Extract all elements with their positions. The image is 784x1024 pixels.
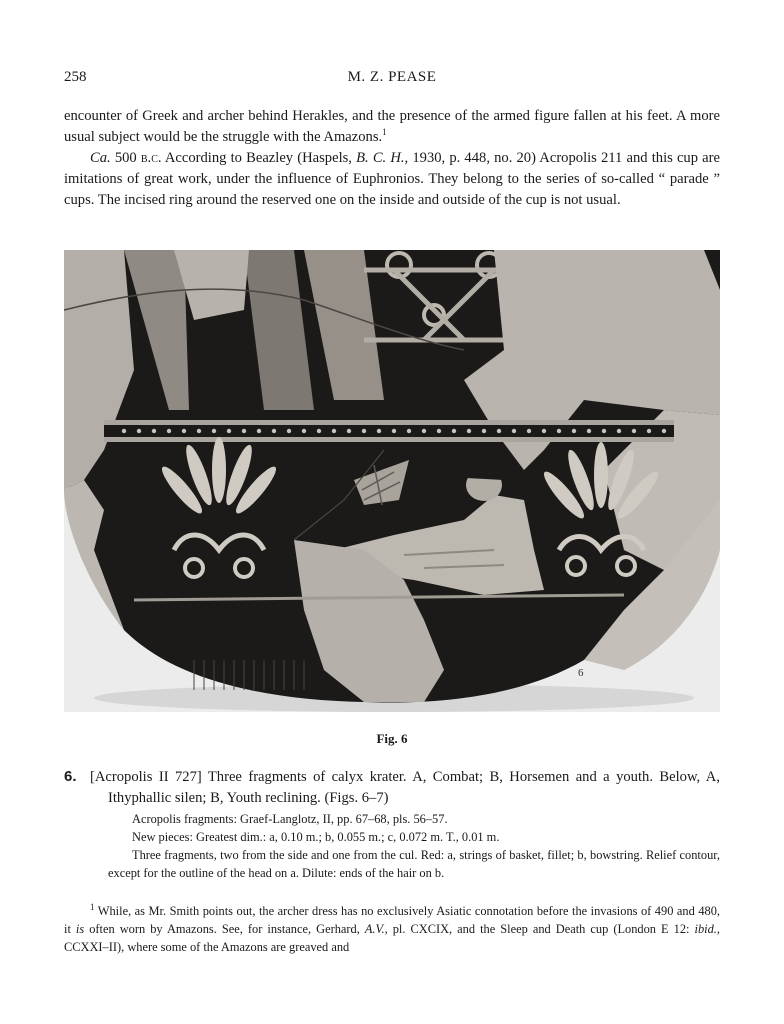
- footnote-text: While, as Mr. Smith points out, the archer dress has no exclusively Asiatic connotation before the invasions of 490 and 480, it: [64, 904, 720, 936]
- body-text: [64, 106, 720, 211]
- citation-bch: B. C. H.: [356, 150, 405, 166]
- entry-heading: [64, 766, 720, 809]
- catalog-entry: [64, 766, 720, 809]
- date-era: b.c.: [140, 150, 162, 166]
- footnote-text: , pl. CXCIX, and the Sleep and Death cup (London E 12:: [384, 922, 695, 936]
- running-title: M. Z. PEASE: [347, 69, 437, 85]
- paragraph-text: encounter of Greek and archer behind Herakles, and the presence of the armed figure fallen at his feet. A more usual subject would be the struggle with the Amazons.: [64, 108, 720, 145]
- page-header: [64, 69, 720, 91]
- date-year: 500: [110, 150, 141, 166]
- page-number: 258: [64, 69, 87, 85]
- footnote-italic: A.V.: [364, 922, 385, 936]
- footnote-italic: is: [75, 922, 85, 936]
- fragment-mark: 6: [578, 667, 584, 679]
- paragraph-text: , 1930, p. 448, no. 20) Acropolis 211 and this cup are imitations of great work, under the influence of Euphronios. They belong to the series of so-called “ parade ” cups. The incised ring around the reserved one on the inside and outside of the cup is not usual.: [64, 150, 720, 208]
- paragraph-text: According to Beazley (Haspels,: [161, 150, 357, 166]
- footnote-italic: ibid.: [694, 922, 717, 936]
- entry-description: [Acropolis II 727] Three fragments of calyx krater. A, Combat; B, Horsemen and a youth. Below, A, Ithyphallic silen; B, Youth reclining. (Figs. 6–7): [90, 769, 720, 806]
- detail-new-pieces: New pieces: Greatest dim.: a, 0.10 m.; b, 0.055 m.; c, 0.072 m. T., 0.01 m.: [132, 830, 500, 844]
- figure-6-photo: [64, 250, 720, 712]
- footnote-text: often worn by Amazons. See, for instance, Gerhard,: [84, 922, 365, 936]
- footnote-text: , CCXXI–II), where some of the Amazons are greaved and: [64, 922, 720, 954]
- calyx-krater-fragments-image: [64, 250, 720, 712]
- figure-caption: Fig. 6: [376, 731, 408, 746]
- entry-number: 6.: [64, 768, 77, 785]
- detail-description: Three fragments, two from the side and one from the cul. Red: a, strings of basket, fillet; b, bowstring. Relief contour, except for the outline of the head on a. Dilute: ends of the hair on b.: [108, 848, 720, 880]
- footnote-reference[interactable]: 1: [382, 127, 387, 138]
- paragraph-continuation: [64, 106, 720, 148]
- date-ca: Ca.: [90, 150, 111, 166]
- paragraph-date: [64, 148, 720, 211]
- entry-details: [64, 810, 720, 882]
- footnote-mark: 1: [90, 901, 95, 912]
- footnote-1: [64, 902, 720, 956]
- detail-fragments: Acropolis fragments: Graef-Langlotz, II, pp. 67–68, pls. 56–57.: [132, 812, 448, 826]
